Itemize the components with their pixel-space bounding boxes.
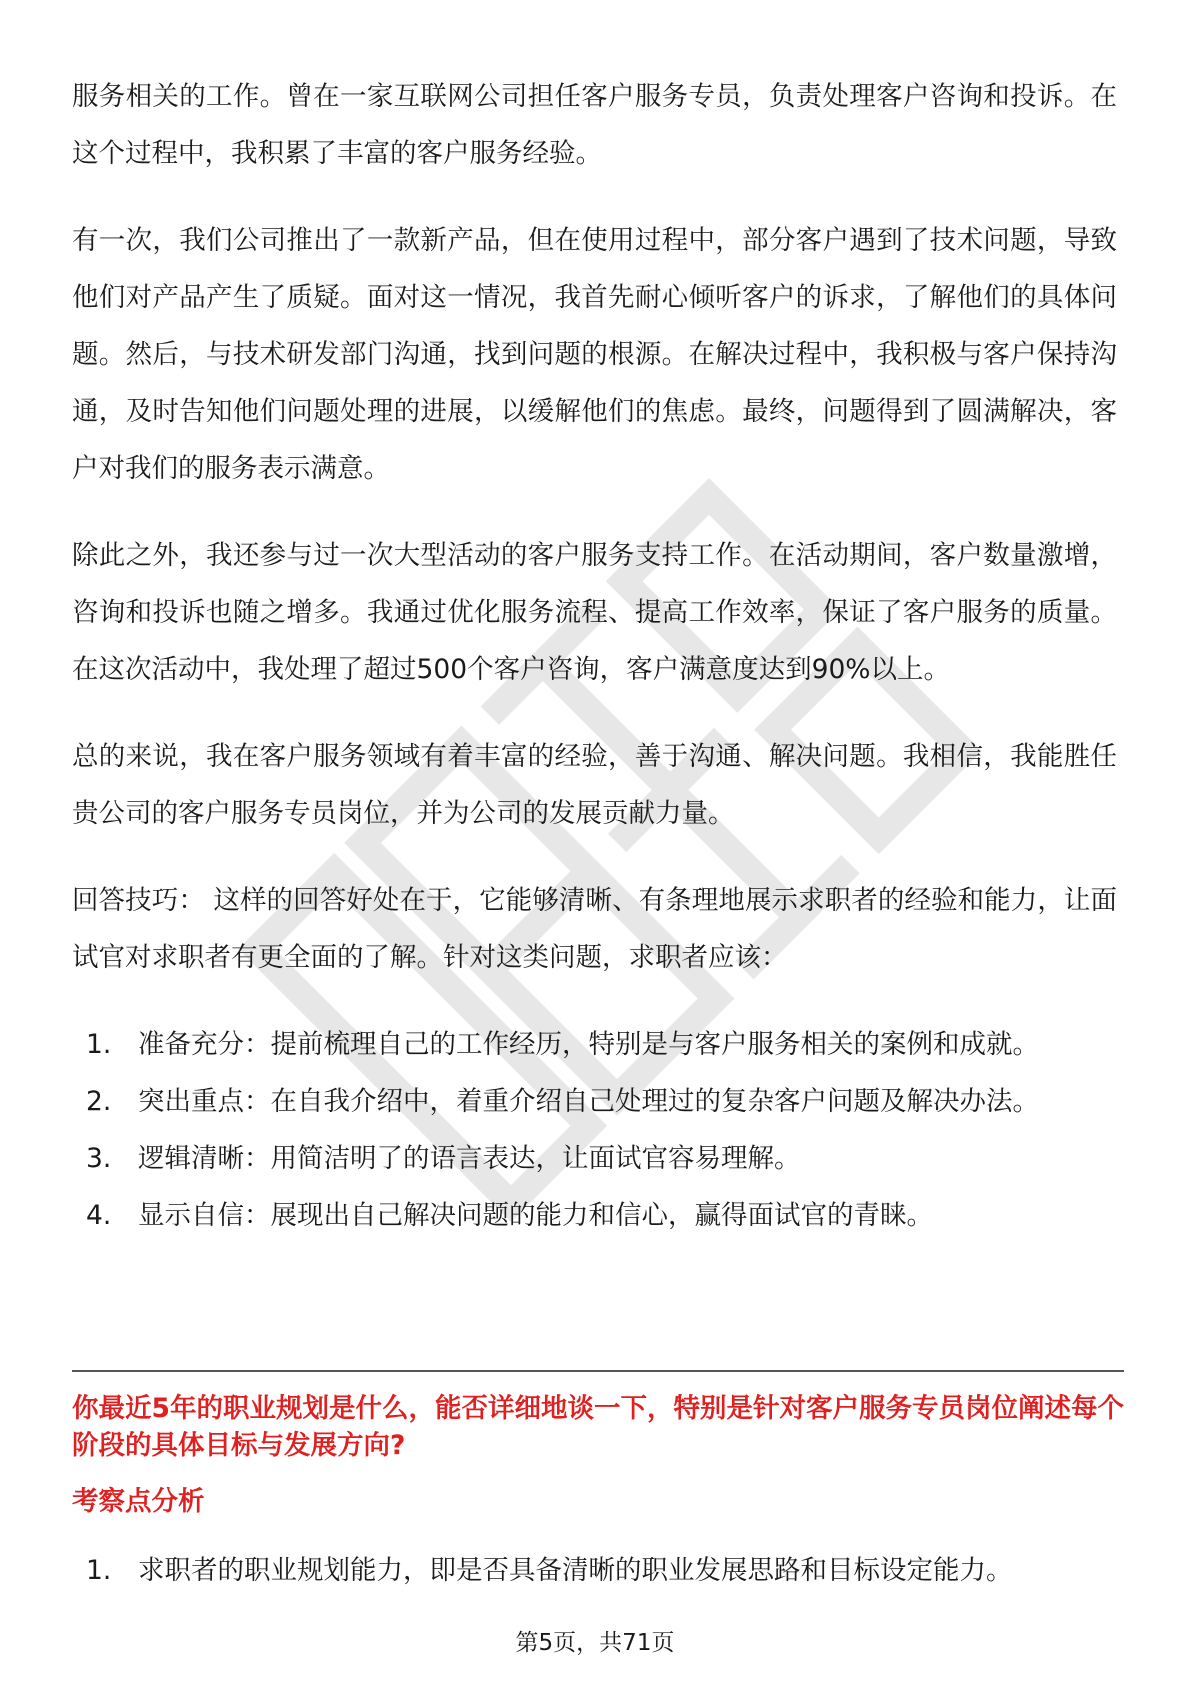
paragraph-summary: 总的来说，我在客户服务领域有着丰富的经验，善于沟通、解决问题。我相信，我能胜任贵公司的客户服务专员岗位，并为公司的发展贡献力量。 [72,741,1117,829]
paragraph-large-event-case: 除此之外，我还参与过一次大型活动的客户服务支持工作。在活动期间，客户数量激增，咨询和投诉也随之增多。我通过优化服务流程、提高工作效率，保证了客户服务的质量。在这次活动中，我处理了超过500个客户咨询，客户满意度达到90%以上。 [72,540,1117,685]
paragraph-experience-intro: 服务相关的工作。曾在一家互联网公司担任客户服务专员，负责处理客户咨询和投诉。在这个过程中，我积累了丰富的客户服务经验。 [72,81,1117,169]
page-number-footer: 第5页，共71页 [515,1630,675,1656]
list-item-number: 4. [86,1200,112,1231]
list-item-text: 逻辑清晰：用简洁明了的语言表达，让面试官容易理解。 [138,1143,801,1174]
section-divider [72,1370,1124,1372]
interview-question-heading: 你最近5年的职业规划是什么，能否详细地谈一下，特别是针对客户服务专员岗位阐述每个阶段的具体目标与发展方向? [72,1393,1124,1461]
list-item-number: 1. [86,1029,112,1060]
list-item [72,1548,1124,1594]
analysis-list [72,1548,1124,1594]
list-item-number: 3. [86,1143,112,1174]
list-item-text: 突出重点：在自我介绍中，着重介绍自己处理过的复杂客户问题及解决办法。 [138,1086,1039,1117]
list-item-text: 显示自信：展现出自己解决问题的能力和信心，赢得面试官的青睐。 [138,1200,933,1231]
analysis-section-title: 考察点分析 [72,1486,205,1517]
paragraph-new-product-case: 有一次，我们公司推出了一款新产品，但在使用过程中，部分客户遇到了技术问题，导致他们对产品产生了质疑。面对这一情况，我首先耐心倾听客户的诉求，了解他们的具体问题。然后，与技术研发部门沟通，找到问题的根源。在解决过程中，我积极与客户保持沟通，及时告知他们问题处理的进展，以缓解他们的焦虑。最终，问题得到了圆满解决，客户对我们的服务表示满意。 [72,225,1117,484]
list-item-text: 准备充分：提前梳理自己的工作经历，特别是与客户服务相关的案例和成就。 [138,1029,1039,1060]
list-item [72,1187,1117,1244]
list-item [72,1016,1117,1073]
list-item-number: 2. [86,1086,112,1117]
list-item [72,1130,1117,1187]
list-item-number: 1. [86,1555,112,1586]
list-item [72,1073,1117,1130]
paragraph-answer-tips: 回答技巧： 这样的回答好处在于，它能够清晰、有条理地展示求职者的经验和能力，让面试官对求职者有更全面的了解。针对这类问题，求职者应该： [72,885,1117,973]
document-body [72,68,1117,1244]
tips-list [72,1016,1117,1244]
list-item-text: 求职者的职业规划能力，即是否具备清晰的职业发展思路和目标设定能力。 [138,1555,1013,1586]
